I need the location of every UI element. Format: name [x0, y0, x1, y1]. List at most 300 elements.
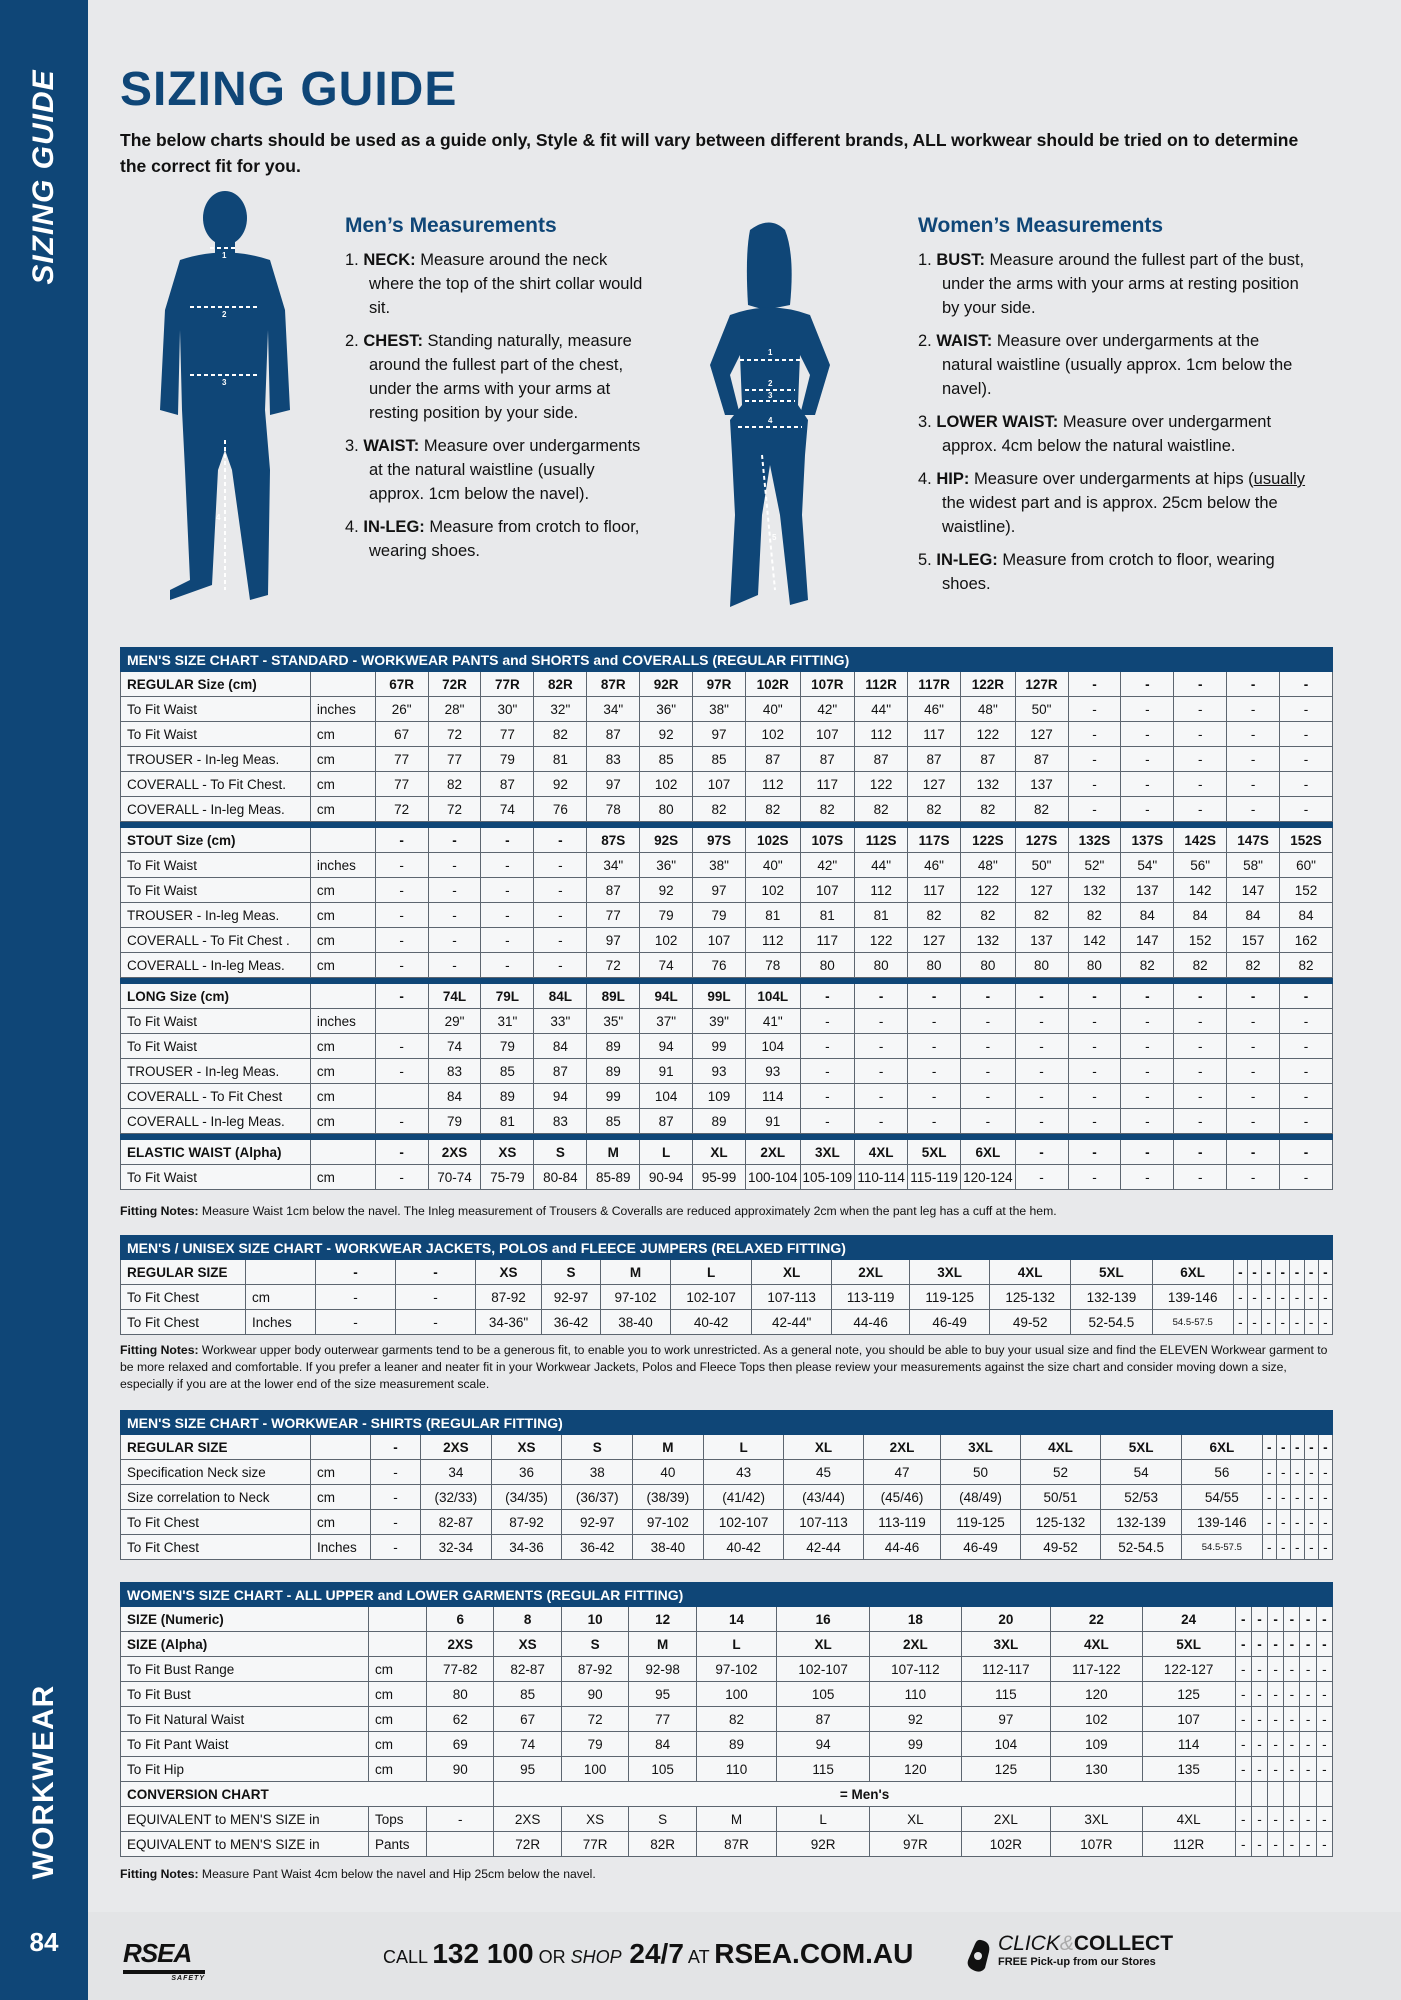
value-cell: 85: [587, 1109, 640, 1134]
row-label: To Fit Chest: [121, 1310, 246, 1335]
value-cell: -: [1068, 747, 1121, 772]
womens-size-table: [120, 1582, 1333, 1857]
unit-cell: [310, 1140, 375, 1165]
value-cell: -: [1015, 1109, 1068, 1134]
table-header-row: [121, 1140, 1333, 1165]
value-cell: (38/39): [633, 1485, 704, 1510]
value-cell: -: [1276, 1260, 1290, 1285]
value-cell: -: [1227, 1084, 1280, 1109]
value-cell: -: [375, 828, 428, 853]
value-cell: 40": [746, 697, 801, 722]
value-cell: 50: [941, 1460, 1020, 1485]
value-cell: 45: [784, 1460, 863, 1485]
value-cell: 42-44: [784, 1535, 863, 1560]
rsea-logo[interactable]: RSEA SAFETY: [123, 1938, 205, 1982]
value-cell: 46-49: [910, 1310, 990, 1335]
value-cell: -: [1121, 722, 1174, 747]
value-cell: -: [1015, 984, 1068, 1009]
value-cell: [375, 1009, 428, 1034]
value-cell: -: [375, 853, 428, 878]
value-cell: 135: [1142, 1757, 1235, 1782]
mens-item-chest: 2. CHEST: Standing naturally, measure around the fullest part of the chest, under the arms with your arms at resting position by your side.: [345, 332, 632, 422]
value-cell: -: [1068, 722, 1121, 747]
value-cell: 82: [1227, 953, 1280, 978]
value-cell: 4XL: [1051, 1632, 1142, 1657]
value-cell: -: [481, 953, 534, 978]
value-cell: 83: [534, 1109, 587, 1134]
value-cell: 74: [494, 1732, 561, 1757]
value-cell: -: [1262, 1510, 1276, 1535]
value-cell: 44-46: [863, 1535, 941, 1560]
value-cell: -: [1300, 1807, 1316, 1832]
value-cell: 82: [428, 772, 481, 797]
value-cell: 4XL: [855, 1140, 908, 1165]
svg-text:1: 1: [768, 348, 773, 357]
row-label: TROUSER - In-leg Meas.: [121, 747, 311, 772]
table-row: [121, 1657, 1333, 1682]
value-cell: -: [1068, 1059, 1121, 1084]
website-link[interactable]: RSEA.COM.AU: [714, 1938, 914, 1969]
value-cell: -: [1268, 1657, 1284, 1682]
unit-cell: [310, 984, 375, 1009]
value-cell: 110-114: [855, 1165, 908, 1190]
value-cell: 127: [1015, 722, 1068, 747]
value-cell: 52": [1068, 853, 1121, 878]
value-cell: 50/51: [1020, 1485, 1101, 1510]
value-cell: -: [1174, 1034, 1227, 1059]
unit-cell: cm: [310, 953, 375, 978]
value-cell: 6XL: [1181, 1435, 1262, 1460]
value-cell: -: [1262, 1485, 1276, 1510]
value-cell: -: [1174, 984, 1227, 1009]
value-cell: -: [1316, 1607, 1332, 1632]
value-cell: 69: [427, 1732, 494, 1757]
value-cell: 104: [961, 1732, 1051, 1757]
value-cell: 112R: [1142, 1832, 1235, 1857]
value-cell: -: [1235, 1757, 1251, 1782]
table-header-row: [121, 1632, 1333, 1657]
value-cell: 85: [693, 747, 746, 772]
table-banner: [121, 1411, 1333, 1435]
value-cell: 122-127: [1142, 1657, 1235, 1682]
unit-cell: cm: [369, 1732, 427, 1757]
value-cell: -: [1262, 1285, 1276, 1310]
value-cell: -: [1268, 1632, 1284, 1657]
value-cell: 3XL: [941, 1435, 1020, 1460]
empty-cell: [1316, 1782, 1332, 1807]
value-cell: 40-42: [671, 1310, 752, 1335]
value-cell: -: [800, 1059, 855, 1084]
empty-cell: [1284, 1782, 1300, 1807]
value-cell: 77: [375, 772, 428, 797]
value-cell: 87: [587, 722, 640, 747]
value-cell: -: [1174, 672, 1227, 697]
table-row: [121, 1165, 1333, 1190]
table-row: [121, 1535, 1333, 1560]
value-cell: -: [375, 1109, 428, 1134]
value-cell: 54/55: [1181, 1485, 1262, 1510]
value-cell: 82: [746, 797, 801, 822]
table-row: [121, 1757, 1333, 1782]
value-cell: 67R: [375, 672, 428, 697]
value-cell: 84: [1280, 903, 1333, 928]
value-cell: (41/42): [703, 1485, 784, 1510]
value-cell: (45/46): [863, 1485, 941, 1510]
value-cell: 52-54.5: [1101, 1535, 1182, 1560]
value-cell: 107-112: [870, 1657, 961, 1682]
row-label: REGULAR SIZE: [121, 1435, 311, 1460]
value-cell: -: [1233, 1260, 1247, 1285]
value-cell: -: [1304, 1510, 1318, 1535]
value-cell: 82: [1015, 797, 1068, 822]
value-cell: -: [1227, 1165, 1280, 1190]
value-cell: 77R: [561, 1832, 628, 1857]
value-cell: 8: [494, 1607, 561, 1632]
value-cell: 99: [693, 1034, 746, 1059]
value-cell: -: [1174, 747, 1227, 772]
value-cell: 28": [428, 697, 481, 722]
svg-text:3: 3: [768, 391, 773, 400]
row-label: To Fit Waist: [121, 697, 311, 722]
value-cell: -: [1262, 1310, 1276, 1335]
value-cell: -: [534, 878, 587, 903]
value-cell: 94: [640, 1034, 693, 1059]
value-cell: -: [1276, 1435, 1290, 1460]
value-cell: 36": [640, 697, 693, 722]
value-cell: 89: [587, 1034, 640, 1059]
value-cell: 152: [1174, 928, 1227, 953]
value-cell: 97R: [693, 672, 746, 697]
unit-cell: [369, 1632, 427, 1657]
table-row: [121, 1832, 1333, 1857]
value-cell: 74: [481, 797, 534, 822]
value-cell: -: [1251, 1732, 1267, 1757]
value-cell: [375, 1084, 428, 1109]
value-cell: 137S: [1121, 828, 1174, 853]
value-cell: -: [1280, 772, 1333, 797]
value-cell: XS: [491, 1435, 562, 1460]
value-cell: 82: [534, 722, 587, 747]
value-cell: -: [1068, 1165, 1121, 1190]
value-cell: 112-117: [961, 1657, 1051, 1682]
value-cell: 48": [961, 697, 1016, 722]
value-cell: 2XS: [427, 1632, 494, 1657]
value-cell: 102-107: [671, 1285, 752, 1310]
value-cell: 34-36": [476, 1310, 542, 1335]
value-cell: 82: [1068, 903, 1121, 928]
value-cell: 72: [428, 722, 481, 747]
value-cell: 52: [1020, 1460, 1101, 1485]
value-cell: 67: [494, 1707, 561, 1732]
value-cell: 18: [870, 1607, 961, 1632]
value-cell: -: [1068, 1009, 1121, 1034]
value-cell: -: [908, 1009, 961, 1034]
value-cell: 54.5-57.5: [1181, 1535, 1262, 1560]
value-cell: 132: [961, 928, 1016, 953]
mens-item-inleg: 4. IN-LEG: Measure from crotch to floor, wearing shoes.: [345, 518, 640, 560]
unit-cell: cm: [310, 903, 375, 928]
value-cell: 110: [870, 1682, 961, 1707]
value-cell: 2XL: [870, 1632, 961, 1657]
click-collect[interactable]: CLICK&COLLECT FREE Pick-up from our Stores: [998, 1932, 1174, 1968]
value-cell: 97: [587, 928, 640, 953]
value-cell: -: [1300, 1632, 1316, 1657]
value-cell: 72: [375, 797, 428, 822]
value-cell: -: [1121, 772, 1174, 797]
value-cell: -: [1174, 722, 1227, 747]
value-cell: XL: [777, 1632, 870, 1657]
call-to-action: CALL 132 100 OR SHOP 24/7 AT RSEA.COM.AU: [383, 1938, 914, 1969]
value-cell: -: [428, 878, 481, 903]
empty-cell: [1300, 1782, 1316, 1807]
value-cell: 3XL: [800, 1140, 855, 1165]
row-label: SIZE (Numeric): [121, 1607, 369, 1632]
intro-text: The below charts should be used as a guide only, Style & fit will vary between different brands, ALL workwear should be tried on to determine the correct fit for you.: [120, 130, 1299, 176]
value-cell: 125-132: [990, 1285, 1071, 1310]
value-cell: -: [481, 928, 534, 953]
value-cell: 49-52: [1020, 1535, 1101, 1560]
value-cell: -: [428, 928, 481, 953]
row-label: STOUT Size (cm): [121, 828, 311, 853]
value-cell: S: [562, 1435, 633, 1460]
value-cell: 82: [961, 797, 1016, 822]
value-cell: -: [481, 903, 534, 928]
value-cell: -: [1268, 1807, 1284, 1832]
value-cell: -: [375, 903, 428, 928]
table-title: MEN'S SIZE CHART - WORKWEAR - SHIRTS (REGULAR FITTING): [121, 1411, 1333, 1435]
value-cell: 82-87: [494, 1657, 561, 1682]
value-cell: 87: [746, 747, 801, 772]
value-cell: -: [1015, 1034, 1068, 1059]
value-cell: 107: [800, 878, 855, 903]
value-cell: -: [1268, 1607, 1284, 1632]
value-cell: 2XS: [421, 1435, 492, 1460]
value-cell: 95-99: [693, 1165, 746, 1190]
value-cell: 114: [1142, 1732, 1235, 1757]
value-cell: -: [1290, 1460, 1304, 1485]
value-cell: 102: [746, 878, 801, 903]
value-cell: 91: [640, 1059, 693, 1084]
value-cell: 5XL: [1142, 1632, 1235, 1657]
value-cell: 117: [800, 928, 855, 953]
value-cell: 30": [481, 697, 534, 722]
table-title: MEN'S SIZE CHART - STANDARD - WORKWEAR PANTS and SHORTS and COVERALLS (REGULAR FITTING): [121, 648, 1333, 672]
value-cell: -: [428, 953, 481, 978]
value-cell: -: [1174, 1009, 1227, 1034]
value-cell: 107-113: [752, 1285, 832, 1310]
value-cell: 87: [855, 747, 908, 772]
table-row: [121, 853, 1333, 878]
value-cell: 125: [1142, 1682, 1235, 1707]
value-cell: 46": [908, 697, 961, 722]
svg-text:1: 1: [222, 251, 227, 260]
value-cell: -: [1174, 797, 1227, 822]
value-cell: 122: [855, 772, 908, 797]
unit-cell: inches: [310, 853, 375, 878]
value-cell: 34": [587, 697, 640, 722]
value-cell: XS: [476, 1260, 542, 1285]
value-cell: -: [428, 853, 481, 878]
value-cell: -: [1318, 1535, 1332, 1560]
value-cell: -: [1174, 1109, 1227, 1134]
value-cell: 92-97: [542, 1285, 601, 1310]
value-cell: -: [1284, 1632, 1300, 1657]
unit-cell: [310, 828, 375, 853]
value-cell: 87R: [696, 1832, 776, 1857]
table-row: [121, 953, 1333, 978]
table-row: [121, 747, 1333, 772]
value-cell: 137: [1015, 928, 1068, 953]
value-cell: 84: [534, 1034, 587, 1059]
value-cell: -: [1290, 1535, 1304, 1560]
value-cell: XL: [870, 1807, 961, 1832]
value-cell: -: [371, 1435, 421, 1460]
unit-cell: cm: [310, 1165, 375, 1190]
unit-cell: cm: [311, 1485, 371, 1510]
value-cell: 5XL: [908, 1140, 961, 1165]
value-cell: 102: [640, 772, 693, 797]
value-cell: 100-104: [746, 1165, 801, 1190]
row-label: REGULAR SIZE: [121, 1260, 246, 1285]
value-cell: -: [1227, 1140, 1280, 1165]
table-row: [121, 722, 1333, 747]
value-cell: 82: [800, 797, 855, 822]
value-cell: 125: [961, 1757, 1051, 1782]
table-row: [121, 903, 1333, 928]
value-cell: 84L: [534, 984, 587, 1009]
value-cell: -: [1247, 1285, 1261, 1310]
value-cell: M: [600, 1260, 670, 1285]
value-cell: -: [1268, 1707, 1284, 1732]
value-cell: 70-74: [428, 1165, 481, 1190]
value-cell: 84: [428, 1084, 481, 1109]
table-title: WOMEN'S SIZE CHART - ALL UPPER and LOWER GARMENTS (REGULAR FITTING): [121, 1583, 1333, 1607]
value-cell: -: [1227, 1059, 1280, 1084]
value-cell: 34-36: [491, 1535, 562, 1560]
value-cell: -: [428, 903, 481, 928]
value-cell: 99: [587, 1084, 640, 1109]
value-cell: -: [1280, 1084, 1333, 1109]
value-cell: 93: [693, 1059, 746, 1084]
value-cell: 112: [855, 878, 908, 903]
value-cell: -: [316, 1310, 396, 1335]
value-cell: -: [375, 1059, 428, 1084]
footer: [88, 1912, 1401, 2000]
value-cell: 85: [481, 1059, 534, 1084]
unit-cell: cm: [310, 1109, 375, 1134]
value-cell: 52-54.5: [1071, 1310, 1152, 1335]
value-cell: 40-42: [703, 1535, 784, 1560]
value-cell: 56: [1181, 1460, 1262, 1485]
value-cell: -: [1121, 1059, 1174, 1084]
value-cell: 49-52: [990, 1310, 1071, 1335]
row-label: LONG Size (cm): [121, 984, 311, 1009]
unit-cell: cm: [311, 1510, 371, 1535]
value-cell: -: [534, 853, 587, 878]
table-header-row: [121, 984, 1333, 1009]
value-cell: -: [1280, 797, 1333, 822]
value-cell: 82R: [534, 672, 587, 697]
value-cell: -: [427, 1807, 494, 1832]
value-cell: 67: [375, 722, 428, 747]
value-cell: -: [1227, 722, 1280, 747]
value-cell: 47: [863, 1460, 941, 1485]
value-cell: -: [371, 1460, 421, 1485]
value-cell: -: [1316, 1657, 1332, 1682]
value-cell: 92R: [777, 1832, 870, 1857]
value-cell: -: [1174, 1165, 1227, 1190]
value-cell: 44": [855, 697, 908, 722]
value-cell: 79: [481, 1034, 534, 1059]
value-cell: -: [1262, 1435, 1276, 1460]
empty-cell: [1268, 1782, 1284, 1807]
unit-cell: cm: [311, 1460, 371, 1485]
value-cell: 54.5-57.5: [1152, 1310, 1233, 1335]
row-label: COVERALL - In-leg Meas.: [121, 1109, 311, 1134]
value-cell: 102: [746, 722, 801, 747]
value-cell: -: [1284, 1607, 1300, 1632]
value-cell: 92-98: [629, 1657, 696, 1682]
svg-text:3: 3: [222, 378, 227, 387]
value-cell: -: [1227, 1009, 1280, 1034]
value-cell: -: [908, 1059, 961, 1084]
phone-number[interactable]: 132 100: [432, 1938, 534, 1969]
womens-fitting-note: Fitting Notes: Measure Pant Waist 4cm below the navel and Hip 25cm below the navel.: [120, 1867, 596, 1881]
value-cell: 117S: [908, 828, 961, 853]
unit-cell: cm: [310, 928, 375, 953]
value-cell: 109: [1051, 1732, 1142, 1757]
value-cell: XS: [494, 1632, 561, 1657]
value-cell: 112: [855, 722, 908, 747]
value-cell: 81: [800, 903, 855, 928]
value-cell: 100: [561, 1757, 628, 1782]
value-cell: -: [1068, 1084, 1121, 1109]
value-cell: -: [1068, 672, 1121, 697]
value-cell: 142: [1174, 878, 1227, 903]
value-cell: 92R: [640, 672, 693, 697]
value-cell: 79L: [481, 984, 534, 1009]
value-cell: 34": [587, 853, 640, 878]
value-cell: 87: [961, 747, 1016, 772]
value-cell: L: [671, 1260, 752, 1285]
conversion-label: CONVERSION CHART: [121, 1782, 494, 1807]
value-cell: 132-139: [1101, 1510, 1182, 1535]
value-cell: -: [1290, 1510, 1304, 1535]
value-cell: -: [1318, 1510, 1332, 1535]
value-cell: -: [1174, 772, 1227, 797]
value-cell: XS: [561, 1807, 628, 1832]
value-cell: -: [961, 1034, 1016, 1059]
value-cell: 82R: [629, 1832, 696, 1857]
value-cell: -: [1121, 672, 1174, 697]
conversion-header-row: [121, 1782, 1333, 1807]
value-cell: 107R: [1051, 1832, 1142, 1857]
value-cell: (43/44): [784, 1485, 863, 1510]
value-cell: 87: [587, 878, 640, 903]
value-cell: -: [1262, 1260, 1276, 1285]
value-cell: 16: [777, 1607, 870, 1632]
value-cell: 80: [1015, 953, 1068, 978]
value-cell: 97R: [870, 1832, 961, 1857]
value-cell: -: [1300, 1757, 1316, 1782]
value-cell: 97: [693, 878, 746, 903]
value-cell: -: [1304, 1260, 1318, 1285]
row-label: Specification Neck size: [121, 1460, 311, 1485]
value-cell: 97: [587, 772, 640, 797]
value-cell: 102R: [746, 672, 801, 697]
unit-cell: cm: [310, 722, 375, 747]
row-label: To Fit Waist: [121, 1165, 311, 1190]
